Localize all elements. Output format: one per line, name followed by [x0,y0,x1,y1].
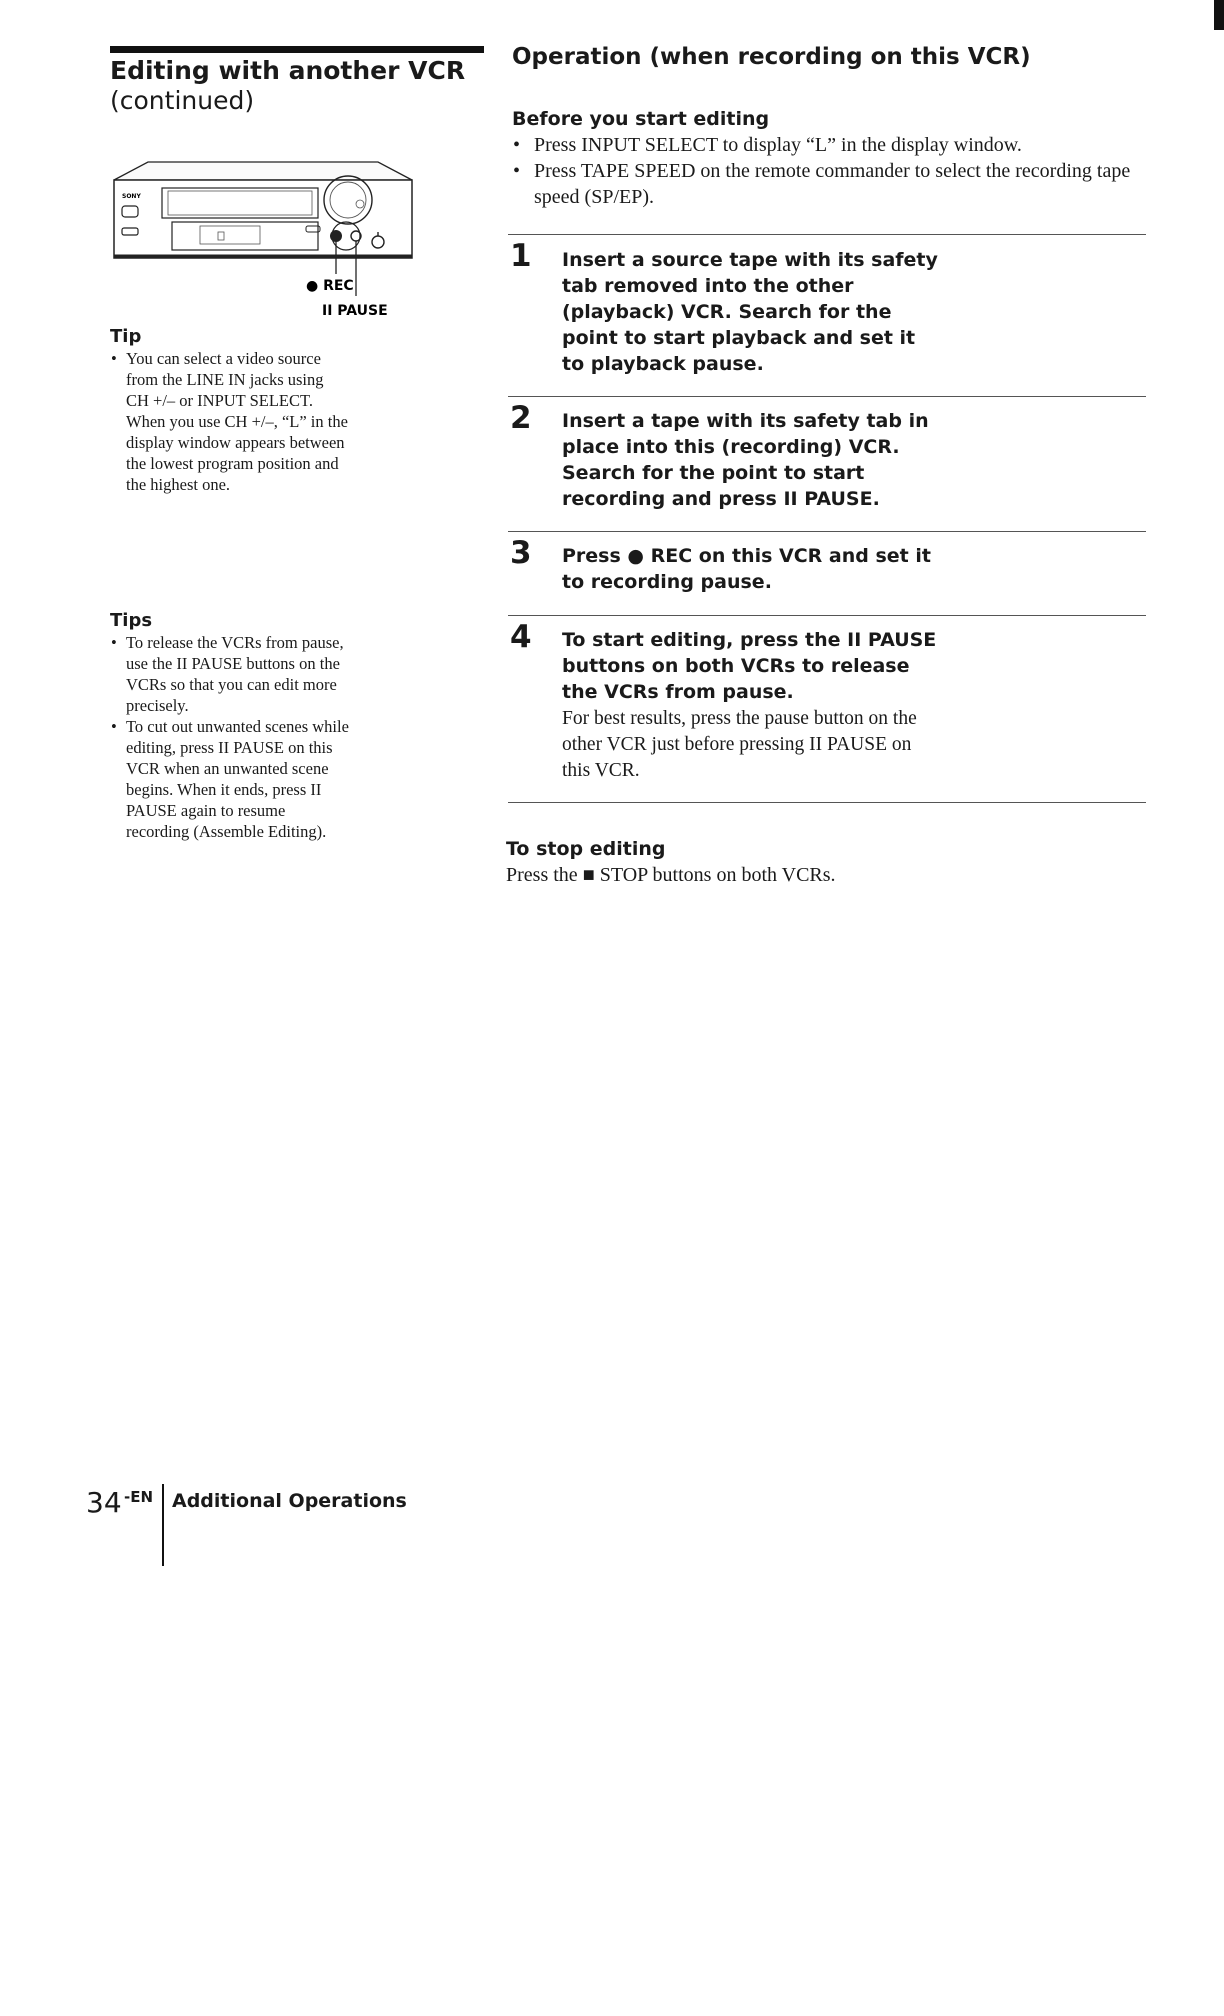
step-number: 3 [510,535,532,571]
tips-heading: Tips [110,610,153,631]
step-divider [508,802,1146,803]
step-note: For best results, press the pause button on the other VCR just before pressing II PAUSE on this VCR. [562,708,917,781]
step-divider [508,615,1146,616]
section-title: Operation (when recording on this VCR) [512,44,1031,70]
page-number: 34 [86,1486,122,1519]
vcr-illustration [108,156,424,330]
step-divider [508,396,1146,397]
rec-label: ● REC [306,278,354,294]
step-text: Insert a tape with its safety tab in place into this (recording) VCR. Search for the point to start recording and press II PAUSE. [562,410,929,510]
step-text: Insert a source tape with its safety tab removed into the other (playback) VCR. Search for the point to start playback and set it to playback pause. [562,249,938,375]
tip-heading: Tip [110,326,142,347]
step-text: Press ● REC on this VCR and set it to recording pause. [562,545,931,593]
before-heading: Before you start editing [512,108,770,130]
page-title: Editing with another VCR [110,56,466,85]
footer-divider [162,1484,164,1566]
tips-list [110,632,350,842]
page-suffix: -EN [124,1488,154,1506]
before-list [512,132,1152,210]
page-subtitle: (continued) [110,86,255,115]
step-number: 4 [510,619,532,655]
brand-logo: SONY [122,193,141,200]
tip-list [110,348,350,495]
tips-item: • To cut out unwanted scenes while editing, press II PAUSE on this VCR when an unwanted scene begins. When it ends, press II PAUSE again to resume recording (Assemble Editing). [110,716,350,842]
section-name: Additional Operations [172,1490,407,1512]
pause-label: II PAUSE [322,303,388,319]
edge-mark [1214,0,1224,30]
step-number: 2 [510,400,532,436]
title-rule [110,46,484,53]
before-item: • Press TAPE SPEED on the remote commander to select the recording tape speed (SP/EP). [512,158,1152,210]
tip-item: • You can select a video source from the LINE IN jacks using CH +/– or INPUT SELECT. When you use CH +/–, “L” in the display window appears between the lowest program position and the highest one. [110,348,350,495]
step-text: To start editing, press the II PAUSE buttons on both VCRs to release the VCRs from pause. [562,629,937,703]
stop-text: Press the ■ STOP buttons on both VCRs. [506,864,836,886]
step-divider [508,234,1146,235]
tips-item: • To release the VCRs from pause, use the II PAUSE buttons on the VCRs so that you can edit more precisely. [110,632,350,716]
stop-heading: To stop editing [506,838,666,860]
before-item: • Press INPUT SELECT to display “L” in the display window. [512,132,1152,158]
step-number: 1 [510,238,532,274]
step-divider [508,531,1146,532]
